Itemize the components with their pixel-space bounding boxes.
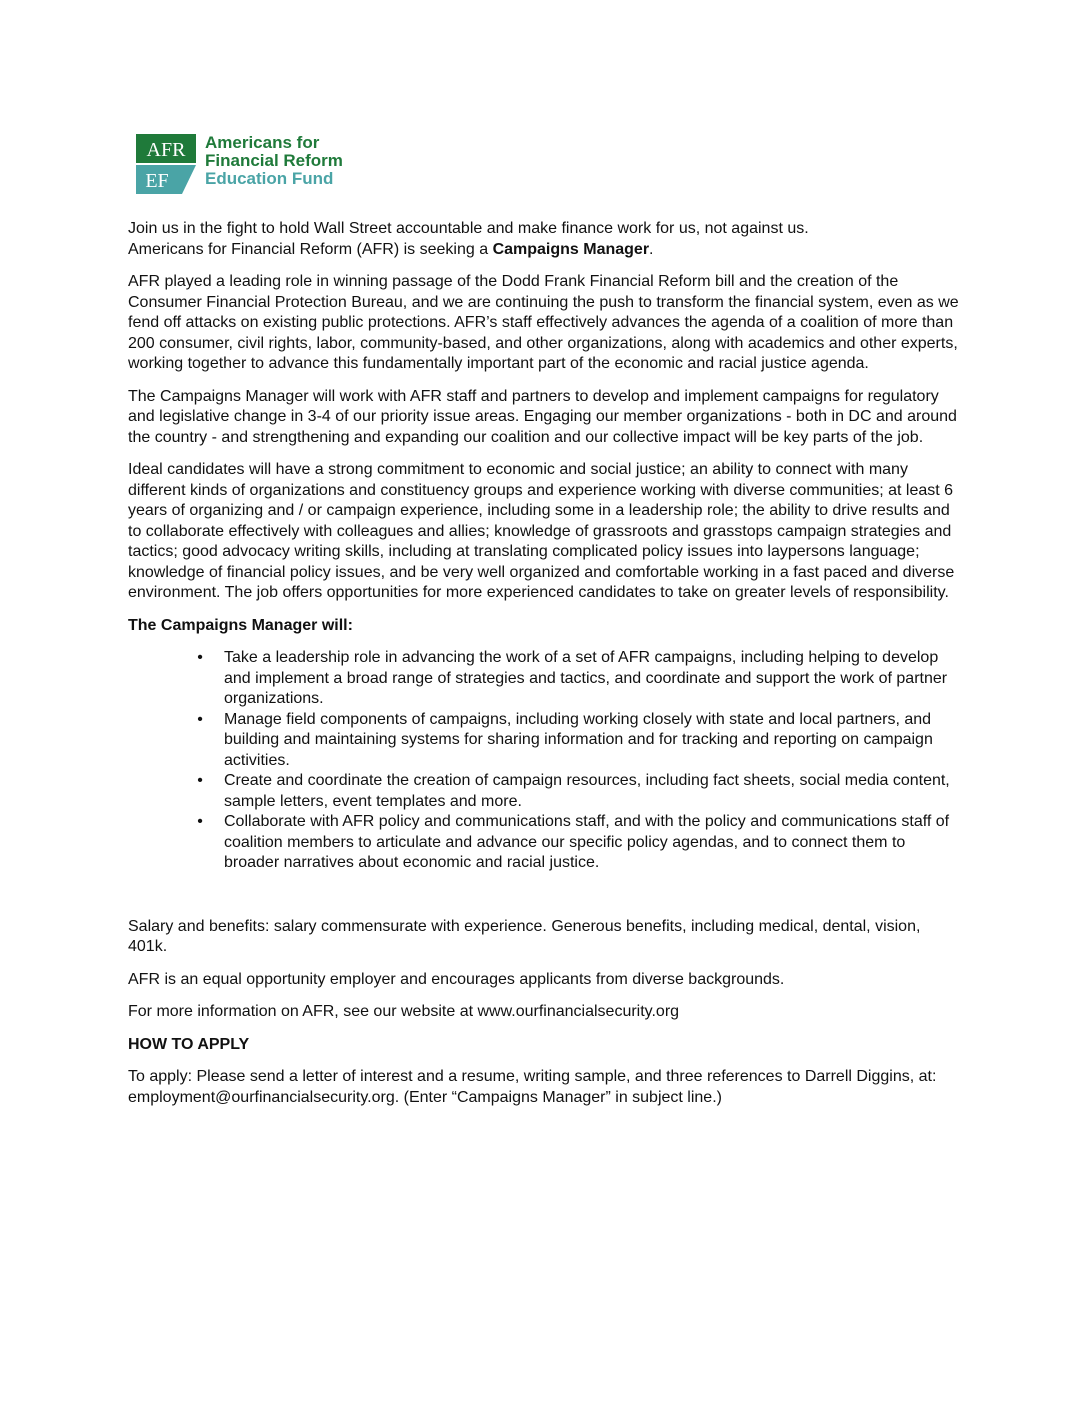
duty-text: Create and coordinate the creation of campaign resources, including fact sheets, social media content, sample letters, event templates and more. (224, 772, 950, 810)
logo-line-3: Education Fund (205, 169, 334, 188)
eeo-paragraph: AFR is an equal opportunity employer and encourages applicants from diverse backgrounds. (128, 970, 785, 988)
logo-line-1: Americans for (205, 133, 320, 152)
role-overview-paragraph: The Campaigns Manager will work with AFR staff and partners to develop and implement campaigns for regulatory and legislative change in 3-4 of our priority issue areas. Engaging our member organizations - both in DC and around the country - and strengthening and expanding our coalition and our collective impact will be key parts of the job. (128, 387, 957, 446)
salary-paragraph: Salary and benefits: salary commensurate with experience. Generous benefits, including medical, dental, vision, 401k. (128, 917, 921, 955)
duties-heading: The Campaigns Manager will: (128, 616, 353, 634)
bullet-icon: • (197, 649, 203, 666)
list-item (128, 710, 960, 772)
logo-mark-top-text: AFR (146, 139, 186, 161)
logo-line-2: Financial Reform (205, 151, 343, 170)
list-item (128, 812, 960, 874)
list-item (128, 771, 960, 812)
how-to-apply-heading: HOW TO APPLY (128, 1035, 250, 1053)
ideal-candidates-paragraph: Ideal candidates will have a strong commitment to economic and social justice; an ability to connect with many different kinds of organizations and constituency groups and experience working with diverse communities; at least 6 years of organizing and / or campaign experience, including some in a leadership role; the ability to drive results and to collaborate effectively with colleagues and allies; knowledge of grassroots and grasstops campaign strategies and tactics; good advocacy writing skills, including at translating complicated policy issues into laypersons language; knowledge of financial policy issues, and be very well organized and comfortable working in a fast paced and diverse environment. The job offers opportunities for more experienced candidates to take on greater levels of responsibility. (128, 461, 955, 601)
spacer (128, 874, 960, 917)
list-item (128, 648, 960, 710)
bullet-icon: • (197, 772, 203, 789)
duty-text: Take a leadership role in advancing the work of a set of AFR campaigns, including helping to develop and implement a broad range of strategies and tactics, and coordinate and support the work of partner organizations. (224, 649, 948, 707)
duty-text: Collaborate with AFR policy and communications staff, and with the policy and communications staff of coalition members to articulate and advance our specific policy agendas, and to connect them to broader narratives about economic and racial justice. (224, 813, 950, 871)
duty-text: Manage field components of campaigns, including working closely with state and local partners, and building and maintaining systems for sharing information and for tracking and reporting on campaign activities. (224, 710, 933, 769)
job-title: Campaigns Manager (492, 240, 650, 258)
intro-line-2-prefix: Americans for Financial Reform (AFR) is seeking a (128, 240, 493, 258)
apply-paragraph: To apply: Please send a letter of interest and a resume, writing sample, and three references to Darrell Diggins, at: employment@ourfinancialsecurity.org. (Enter “Campaigns Manager” in subject line.) (128, 1068, 937, 1106)
bullet-icon: • (197, 813, 203, 830)
document-body (128, 219, 960, 1120)
intro-paragraph (128, 219, 960, 260)
afref-logo (136, 134, 368, 196)
intro-line-2-suffix: . (649, 240, 654, 258)
about-afr-paragraph: AFR played a leading role in winning passage of the Dodd Frank Financial Reform bill and the creation of the Consumer Financial Protection Bureau, and we are continuing the push to transform the financial system, even as we fend off attacks on existing public protections. AFR’s staff effectively advances the agenda of a coalition of more than 200 consumer, civil rights, labor, community-based, and other organizations, along with academics and other experts, working together to advance this fundamentally important part of the economic and racial justice agenda. (128, 273, 959, 372)
logo-mark-bottom-text: EF (145, 170, 169, 192)
duties-list (128, 648, 960, 874)
afref-logo-mark (136, 134, 196, 194)
logo-wordmark (205, 134, 343, 188)
intro-line-1: Join us in the fight to hold Wall Street accountable and make finance work for us, not against us. (128, 220, 809, 237)
bullet-icon: • (197, 710, 203, 728)
more-info-paragraph: For more information on AFR, see our website at www.ourfinancialsecurity.org (128, 1003, 680, 1020)
